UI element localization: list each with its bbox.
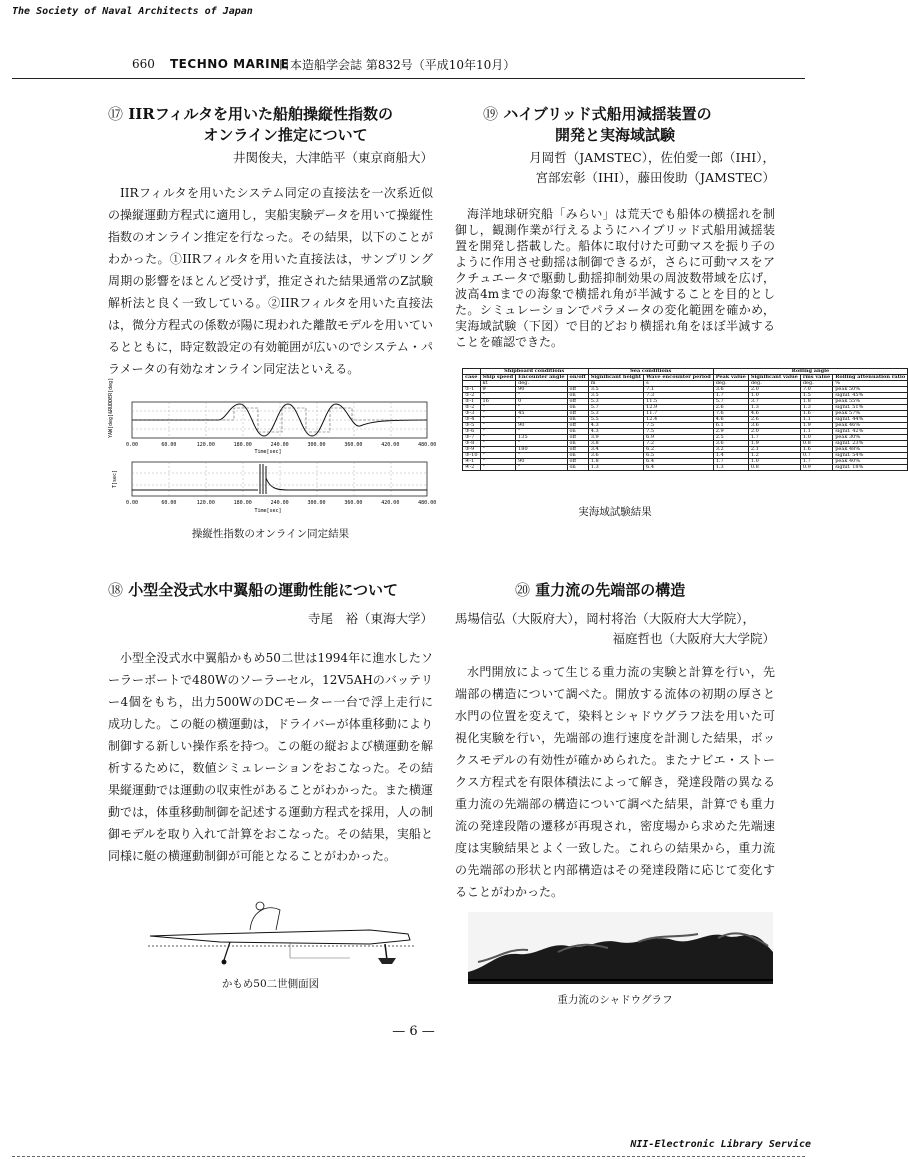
article-authors: 寺尾 裕（東海大学） xyxy=(307,611,433,626)
table-cell: 3.9 xyxy=(588,435,643,441)
table-cell: 3.6 xyxy=(588,453,643,459)
article-title xyxy=(108,580,433,601)
table-cell: " xyxy=(516,441,567,447)
table-cell: 3.6 xyxy=(713,387,748,393)
article-authors: 井関俊夫，大津皓平（東京商船大） xyxy=(232,150,433,165)
article-17 xyxy=(108,104,433,380)
table-cell: on xyxy=(567,441,588,447)
table-cell: 16 xyxy=(480,399,516,405)
table-unit-cell: kt xyxy=(480,381,516,387)
x-tick-label: 480.00 xyxy=(418,442,437,448)
header-rule xyxy=(12,78,805,79)
table-cell: on xyxy=(567,417,588,423)
article-body: 水門開放によって生じる重力流の実験と計算を行い，先端部の構造について調べた。開放する流体の初期の厚さと水門の位置を変えて，染料とシャドウグラフ法を用いた可視化実験を行い，先端部の進行速度を計測した結果，ボックスモデルの有効性が確かめられた。またナビエ・ストークス方程式を有限体積法によって解き，発達段階の異なる重力流の先端部の構造について調べた結果，計算でも重力流の発達段階の遷移が再現され，密度場から求めた先端速度は実験結果とよく一致した。これらの結果から，重力流の先端部の形状と内部構造はその発達段階に応じて変化することがわかった。 xyxy=(455,665,775,899)
table-cell: 7.1 xyxy=(644,387,714,393)
table-cell: 6.4 xyxy=(644,459,714,465)
table-cell: " xyxy=(480,465,516,471)
table-cell: 90 xyxy=(516,459,567,465)
table-group-header: Shipboard conditions xyxy=(480,369,588,375)
table-cell: 4.6 xyxy=(713,417,748,423)
table-column-header: Ship speed xyxy=(480,375,516,381)
table-group-header: Sea conditions xyxy=(588,369,713,375)
article-title xyxy=(455,104,775,125)
table-cell: signif. 54% xyxy=(833,453,908,459)
table-cell: 1.1 xyxy=(800,429,832,435)
table-cell: 2.0 xyxy=(748,387,800,393)
table-cell: 9 xyxy=(480,387,516,393)
x-tick-label: 480.00 xyxy=(418,500,437,506)
table-cell: 1.3 xyxy=(588,465,643,471)
table-cell: peak 30% xyxy=(833,435,908,441)
table-cell: signif. 23% xyxy=(833,441,908,447)
boat-figure xyxy=(140,900,420,970)
table-cell: 90 xyxy=(516,423,567,429)
table-cell: 1.0 xyxy=(800,435,832,441)
table-cell: signif. 51% xyxy=(833,405,908,411)
table-cell: 2.1 xyxy=(748,447,800,453)
title-line: 重力流の先端部の構造 xyxy=(535,581,686,599)
table-cell: 1.0 xyxy=(748,459,800,465)
table-unit-cell: deg. xyxy=(748,381,800,387)
figure-caption: 操縦性指数のオンライン同定結果 xyxy=(191,528,350,540)
article-number: ⑰ xyxy=(108,105,124,123)
table-column-header: Encounter angle xyxy=(516,375,567,381)
driver-seat xyxy=(250,908,280,930)
table-cell: " xyxy=(516,393,567,399)
table-cell: 2.5 xyxy=(713,435,748,441)
article-body: IIRフィルタを用いたシステム同定の直接法を一次系近似の操縦運動方程式に適用し，実船実験データを用いて操縦性指数のオンライン推定を行なった。その結果，以下のことがわかった。①IIRフィルタを用いた直接法は，サンプリング周期の影響をほとんど受けず，推定された結果通常のZ試験解析法と良く一致している。②IIRフィルタを用いた直接法は，微分方程式の係数が陽に現われた離散モデルを用いているとともに，時定数設定の有効範囲が広いのでシステム・パラメータの有効なオンライン同定法といえる。 xyxy=(108,186,433,376)
table-cell: 12.4 xyxy=(644,417,714,423)
table-cell: ③-5 xyxy=(463,423,481,429)
table-column-header: Peak value xyxy=(713,375,748,381)
table-cell: ④-1 xyxy=(463,459,481,465)
table-unit-cell: % xyxy=(833,381,908,387)
table-column-header-row xyxy=(463,375,908,381)
table-cell: 7.5 xyxy=(644,429,714,435)
table-cell: 4.3 xyxy=(588,429,643,435)
table-cell: " xyxy=(480,411,516,417)
article-19 xyxy=(455,104,775,350)
table-cell: 5.3 xyxy=(588,411,643,417)
table-cell: 1.0 xyxy=(748,393,800,399)
table-cell: " xyxy=(516,429,567,435)
figure-caption: 重力流のシャドウグラフ xyxy=(557,994,673,1006)
article-18 xyxy=(108,580,433,867)
table-cell: 2.9 xyxy=(713,429,748,435)
bottom-gridlines xyxy=(132,462,427,496)
table-cell: peak 46% xyxy=(833,423,908,429)
table-cell: 1.9 xyxy=(748,441,800,447)
article-authors: 福庭哲也（大阪府大大学院） xyxy=(612,631,775,646)
driver-head xyxy=(256,902,264,910)
boat-side-view xyxy=(140,900,420,970)
table-cell: 12.9 xyxy=(644,405,714,411)
table-cell: 11.7 xyxy=(644,411,714,417)
table-cell: off xyxy=(567,447,588,453)
table-cell: 1.3 xyxy=(800,405,832,411)
yaw-rudder-figure xyxy=(108,377,437,518)
table-cell: on xyxy=(567,405,588,411)
article-body: 小型全没式水中翼船かもめ50二世は1994年に進水したソーラーボートで480Wのソーラーセル，12V5AHのバッテリー4個をもち，出力500WのDCモーター一台で浮上走行に成功した。この艇の横運動は，ドライバーが体重移動により制御する新しい操作系を持つ。この艇の縦および横運動を解析するために，数値シミュレーションをおこなった。その結果縦運動では運動の収束性があることがわかった。また横運動では，体重移動制御を記述する運動方程式を採用，人の制御モデルを取り入れて計算をおこなった。その結果，実船と同様に艇の横運動制御が可能となることがわかった。 xyxy=(108,651,433,863)
shadowgraph-image xyxy=(468,912,773,984)
table-cell: 0.7 xyxy=(800,453,832,459)
table-cell: off xyxy=(567,387,588,393)
table-cell: off xyxy=(567,435,588,441)
journal-brand: TECHNO MARINE xyxy=(170,57,290,71)
table-cell: off xyxy=(567,411,588,417)
table-cell: 6.5 xyxy=(644,453,714,459)
table-cell: 2.0 xyxy=(748,429,800,435)
front-strut xyxy=(224,942,230,960)
table-cell: 3.4 xyxy=(588,447,643,453)
table-cell: 1.8 xyxy=(588,459,643,465)
table-cell: on xyxy=(567,465,588,471)
table-column-header: rms value xyxy=(800,375,832,381)
table-cell: 5.7 xyxy=(588,405,643,411)
table-cell: peak 40% xyxy=(833,459,908,465)
table-cell: " xyxy=(480,417,516,423)
table-cell: 7.5 xyxy=(644,423,714,429)
table-cell: peak 50% xyxy=(833,387,908,393)
table-cell: 1.3 xyxy=(713,465,748,471)
table-cell: 1.7 xyxy=(748,435,800,441)
nii-credit: NII-Electronic Library Service xyxy=(630,1139,811,1150)
table-cell: 45 xyxy=(516,411,567,417)
table-cell: 0.9 xyxy=(800,465,832,471)
hull-outline xyxy=(150,930,410,944)
bottom-ylabel: T[sec] xyxy=(112,469,118,488)
table-cell: 4.3 xyxy=(588,423,643,429)
table-cell: " xyxy=(480,441,516,447)
table-cell: off xyxy=(567,459,588,465)
table-column-header: on/off xyxy=(567,375,588,381)
table-cell: 7.3 xyxy=(644,393,714,399)
table-cell: 1.7 xyxy=(713,393,748,399)
table-cell: ③-9 xyxy=(463,447,481,453)
title-line: ハイブリッド式船用減揺装置の xyxy=(503,105,712,123)
x-tick-label: 360.00 xyxy=(344,442,363,448)
table-cell: 5.5 xyxy=(588,417,643,423)
figure-caption: 実海域試験結果 xyxy=(578,506,652,518)
table-cell: " xyxy=(480,459,516,465)
table-cell: 6.1 xyxy=(713,423,748,429)
table-cell: 6.9 xyxy=(644,435,714,441)
top-xlabel: Time[sec] xyxy=(254,449,282,455)
table-cell: 1.8 xyxy=(800,399,832,405)
table-cell: ③-7 xyxy=(463,435,481,441)
table-cell: 0.8 xyxy=(800,441,832,447)
article-number: ⑳ xyxy=(515,581,531,599)
table-cell: 135 xyxy=(516,435,567,441)
table-cell: 3.7 xyxy=(748,399,800,405)
table-cell: 4.6 xyxy=(748,411,800,417)
x-tick-label: 120.00 xyxy=(196,500,215,506)
table-cell: ③-8 xyxy=(463,441,481,447)
table-cell: 1.9 xyxy=(800,423,832,429)
x-tick-label: 60.00 xyxy=(161,500,177,506)
table-unit-cell: s xyxy=(644,381,714,387)
x-tick-label: 0.00 xyxy=(125,442,139,448)
trial-results-table xyxy=(462,368,908,471)
article-authors: 馬場信弘（大阪府大），岡村将治（大阪府大大学院）， xyxy=(455,611,756,626)
bottom-xticks xyxy=(126,500,436,506)
x-tick-label: 420.00 xyxy=(381,500,400,506)
table-cell: 3.6 xyxy=(748,423,800,429)
table-cell: 180 xyxy=(516,447,567,453)
table-cell: 3.6 xyxy=(713,441,748,447)
table-cell: ③-4 xyxy=(463,417,481,423)
table-column-header: Rolling attenuation ratio xyxy=(833,375,908,381)
table-cell: 1.7 xyxy=(800,459,832,465)
table-cell: 7.0 xyxy=(800,387,832,393)
table-unit-cell: deg. xyxy=(516,381,567,387)
table-cell: ③-3 xyxy=(463,411,481,417)
table-cell: 1.1 xyxy=(800,417,832,423)
article-body: 海洋地球研究船「みらい」は荒天でも船体の横揺れを制御し，観測作業が行えるようにハイブリッド式船用減揺装置を開発し搭載した。船体に取付けた可動マスを振り子のように作用させ動揺は制御できるが，さらに可動マスをアクチュエータで駆動し動揺抑制効果の周波数帯域を広げ，波高4mまでの海象で横揺れ角が半減することを目的とした。シミュレーションでパラメータの変化範囲を確かめ，実海域試験（下図）で目的どおり横揺れ角をほぼ半減することを確認できた。 xyxy=(455,207,775,349)
yaw-rudder-plot xyxy=(108,377,437,518)
table-cell: 11.5 xyxy=(644,399,714,405)
table-cell: 2.6 xyxy=(748,417,800,423)
table-cell: " xyxy=(480,423,516,429)
x-tick-label: 240.00 xyxy=(270,442,289,448)
table-cell: " xyxy=(480,453,516,459)
article-20 xyxy=(455,580,775,903)
table-cell: " xyxy=(480,447,516,453)
table-unit-cell: deg. xyxy=(713,381,748,387)
table-cell: ③-10 xyxy=(463,453,481,459)
table-cell: 5.7 xyxy=(713,399,748,405)
x-tick-label: 420.00 xyxy=(381,442,400,448)
shadowgraph-figure xyxy=(468,912,773,984)
bottom-plot-frame xyxy=(132,462,427,496)
table-cell: signif. 44% xyxy=(833,417,908,423)
table-cell: 1.5 xyxy=(800,393,832,399)
table-cell: 90 xyxy=(516,387,567,393)
title-line: 開発と実海域試験 xyxy=(554,126,675,144)
table-cell: " xyxy=(516,405,567,411)
rear-strut xyxy=(385,944,387,960)
footer-page-number: — 6 — xyxy=(392,1024,435,1039)
table-cell: off xyxy=(567,423,588,429)
time-constant-curve xyxy=(132,464,427,494)
table-column-header: case xyxy=(463,375,481,381)
footer-rule xyxy=(12,1156,805,1157)
table-cell: 5.3 xyxy=(588,399,643,405)
table-cell: " xyxy=(516,453,567,459)
x-tick-label: 60.00 xyxy=(161,442,177,448)
x-tick-label: 180.00 xyxy=(233,500,252,506)
figure-caption: かもめ50二世側面図 xyxy=(221,978,320,990)
table-column-header: Significant value xyxy=(748,375,800,381)
table-cell: peak 57% xyxy=(833,411,908,417)
table-cell: " xyxy=(516,465,567,471)
table-column-header: Significant height xyxy=(588,375,643,381)
table-cell: ④-2 xyxy=(463,465,481,471)
article-authors: 月岡哲（JAMSTEC），佐伯愛一郎（IHI）， xyxy=(529,150,775,165)
article-authors: 宮部宏彰（IHI），藤田俊助（JAMSTEC） xyxy=(535,170,775,185)
article-title xyxy=(455,580,775,601)
page-number: 660 xyxy=(132,57,155,71)
table-cell: signif. 45% xyxy=(833,393,908,399)
table-cell: 3.5 xyxy=(588,393,643,399)
table-cell: signif. 42% xyxy=(833,429,908,435)
x-tick-label: 360.00 xyxy=(344,500,363,506)
x-tick-label: 0.00 xyxy=(125,500,139,506)
journal-issue: 日本造船学会誌 第832号（平成10年10月） xyxy=(278,58,516,72)
table-row xyxy=(463,465,908,471)
table-cell: " xyxy=(480,435,516,441)
x-tick-label: 240.00 xyxy=(270,500,289,506)
table-unit-cell: deg. xyxy=(800,381,832,387)
article-number: ⑲ xyxy=(483,105,499,123)
table-cell: 6.2 xyxy=(644,447,714,453)
title-line: IIRフィルタを用いた船舶操縦性指数の xyxy=(128,105,393,123)
table-cell: on xyxy=(567,429,588,435)
table-cell: 3.8 xyxy=(588,441,643,447)
article-number: ⑱ xyxy=(108,581,124,599)
table-cell: off xyxy=(567,399,588,405)
table-cell: 1.6 xyxy=(800,447,832,453)
table-unit-cell: m xyxy=(588,381,643,387)
table-cell: 0.8 xyxy=(748,465,800,471)
table-cell: " xyxy=(480,405,516,411)
table-cell: ②-2 xyxy=(463,405,481,411)
table-cell: on xyxy=(567,393,588,399)
table-column-header: Wave encounter period xyxy=(644,375,714,381)
table-cell: 1.2 xyxy=(748,453,800,459)
table-cell: 0 xyxy=(516,399,567,405)
x-tick-label: 300.00 xyxy=(307,500,326,506)
bottom-xlabel: Time[sec] xyxy=(254,508,282,514)
table-cell: 1.3 xyxy=(748,405,800,411)
top-xticks xyxy=(126,442,436,448)
table-cell: " xyxy=(480,429,516,435)
table-cell: 1.6 xyxy=(800,411,832,417)
table-cell: ③-6 xyxy=(463,429,481,435)
front-foil xyxy=(222,960,227,965)
table-cell: signif. 18% xyxy=(833,465,908,471)
table-cell: ①-1 xyxy=(463,387,481,393)
title-line: オンライン推定について xyxy=(203,126,368,144)
table-cell: " xyxy=(480,393,516,399)
table-cell: 2.6 xyxy=(713,405,748,411)
table-cell: peak 55% xyxy=(833,399,908,405)
x-tick-label: 300.00 xyxy=(307,442,326,448)
table-cell: 6.4 xyxy=(644,465,714,471)
article-title xyxy=(108,104,433,125)
table-cell: 7.6 xyxy=(713,411,748,417)
table-cell: " xyxy=(516,417,567,423)
x-tick-label: 180.00 xyxy=(233,442,252,448)
trial-table-figure xyxy=(462,368,906,471)
table-cell: 3.5 xyxy=(588,387,643,393)
top-ylabel: YAW[deg]&RUDDER[deg] xyxy=(108,377,114,438)
table-cell: ①-2 xyxy=(463,393,481,399)
society-name: The Society of Naval Architects of Japan xyxy=(12,6,253,17)
table-cell: 7.2 xyxy=(644,441,714,447)
table-cell: 1.7 xyxy=(713,459,748,465)
x-tick-label: 120.00 xyxy=(196,442,215,448)
table-cell: ②-1 xyxy=(463,399,481,405)
table-cell: 3.2 xyxy=(713,447,748,453)
rear-foil xyxy=(378,958,396,964)
table-cell: on xyxy=(567,453,588,459)
table-cell: 1.4 xyxy=(713,453,748,459)
title-line: 小型全没式水中翼船の運動性能について xyxy=(128,581,398,599)
table-cell: peak 48% xyxy=(833,447,908,453)
table-group-header: Rolling angle xyxy=(713,369,907,375)
